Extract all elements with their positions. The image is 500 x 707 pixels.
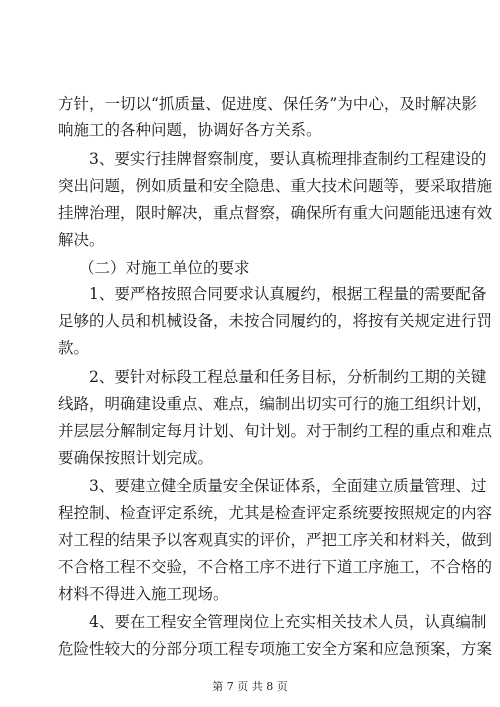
body-line: 危险性较大的分部分项工程专项施工安全方案和应急预案，方案 xyxy=(58,640,493,658)
body-line: 线路，明确建设重点、难点，编制出切实可行的施工组织计划， xyxy=(58,395,493,413)
body-line: 对工程的结果予以客观真实的评价，严把工序关和材料关，做到 xyxy=(58,531,493,549)
body-line: 要确保按照计划完成。 xyxy=(58,449,214,467)
body-line: 并层层分解制定每月计划、旬计划。对于制约工程的重点和难点 xyxy=(58,422,493,440)
body-line: 2、要针对标段工程总量和任务目标，分析制约工期的关键 xyxy=(89,368,487,386)
body-line: 不合格工程不交验，不合格工序不进行下道工序施工，不合格的 xyxy=(58,558,493,576)
body-line: 方针，一切以“抓质量、促进度、保任务”为中心，及时解决影 xyxy=(58,95,477,113)
body-line: 足够的人员和机械设备，未按合同履约的，将按有关规定进行罚 xyxy=(58,312,493,330)
body-line: 材料不得进入施工现场。 xyxy=(58,585,229,603)
body-line: 款。 xyxy=(58,339,90,357)
body-line: 挂牌治理，限时解决，重点督察，确保所有重大问题能迅速有效 xyxy=(58,204,493,222)
body-line: 3、要实行挂牌督察制度，要认真梳理排查制约工程建设的 xyxy=(89,150,487,168)
body-line: 解决。 xyxy=(58,231,105,249)
body-line: 程控制、检查评定系统，尤其是检查评定系统要按照规定的内容 xyxy=(58,504,493,522)
page-number-footer: 第 7 页 共 8 页 xyxy=(212,680,288,693)
section-heading: （二）对施工单位的要求 xyxy=(79,259,250,277)
body-line: 突出问题，例如质量和安全隐患、重大技术问题等，要采取措施 xyxy=(58,177,493,195)
body-line: 1、要严格按照合同要求认真履约，根据工程量的需要配备 xyxy=(89,285,487,303)
body-line: 4、要在工程安全管理岗位上充实相关技术人员，认真编制 xyxy=(89,613,487,631)
body-line: 3、要建立健全质量安全保证体系，全面建立质量管理、过 xyxy=(89,477,487,495)
body-line: 响施工的各种问题，协调好各方关系。 xyxy=(58,121,322,139)
